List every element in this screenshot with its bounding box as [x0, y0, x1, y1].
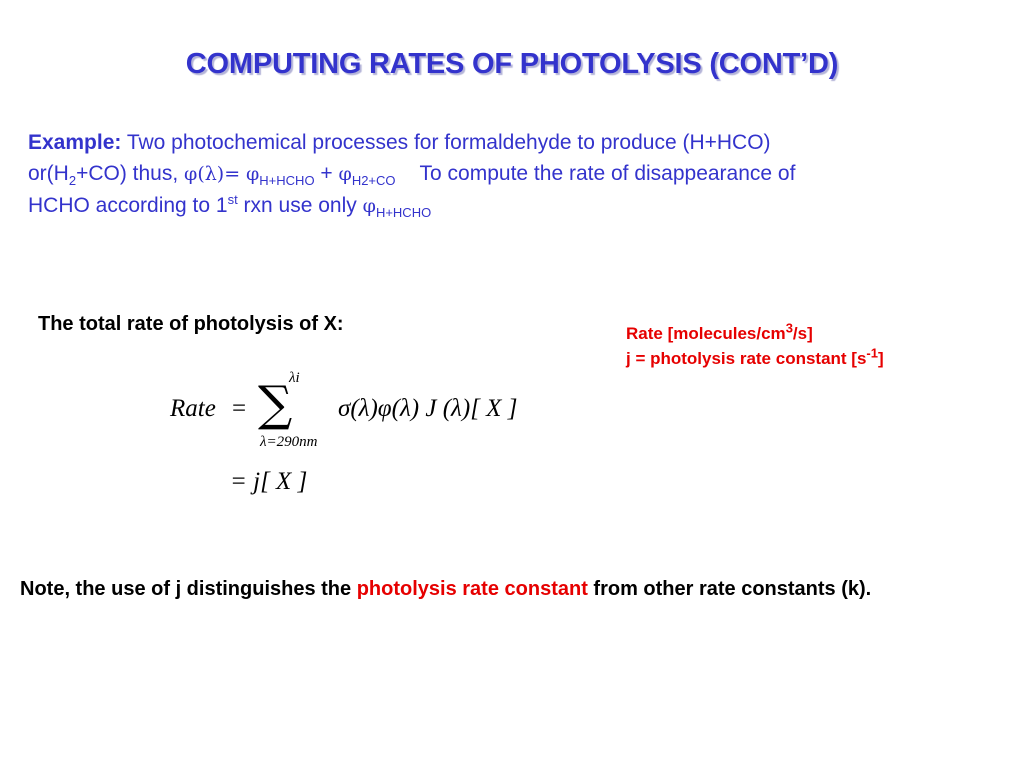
units-text: ] — [877, 349, 884, 368]
subscript: H+HCHO — [259, 173, 315, 189]
subscript: H+HCHO — [375, 205, 432, 221]
units-text: /s] — [792, 324, 813, 343]
lambda-expression: (λ)= — [197, 163, 241, 185]
total-rate-heading: The total rate of photolysis of X: — [38, 313, 344, 335]
note-paragraph — [20, 574, 980, 605]
superscript: st — [227, 192, 238, 207]
units-text: Rate [molecules/cm — [626, 324, 786, 343]
example-text: or(H — [28, 162, 69, 185]
superscript: -1 — [866, 345, 878, 361]
phi-symbol: φ — [245, 163, 260, 185]
rate-equation — [160, 362, 600, 502]
note-text: Note, the use of j distinguishes the — [20, 578, 357, 600]
sum-upper-limit: λi — [289, 370, 300, 386]
equation-svg — [160, 362, 600, 502]
subscript: 2 — [68, 173, 77, 189]
equation-lhs: Rate — [170, 395, 216, 422]
units-text: j = photolysis rate constant [s — [626, 349, 867, 368]
example-line-2 — [28, 158, 988, 190]
summand: σ(λ)φ(λ) J (λ)[ X ] — [338, 395, 518, 422]
equation-line-2: = j[ X ] — [230, 468, 308, 495]
example-label: Example: — [28, 131, 122, 154]
example-text: +CO) thus, — [76, 162, 185, 185]
units-definitions — [626, 321, 884, 371]
sum-lower-limit: λ=290nm — [260, 434, 318, 450]
note-highlight: photolysis rate constant — [356, 578, 588, 600]
superscript: 3 — [785, 320, 793, 336]
phi-symbol: φ — [338, 163, 352, 185]
example-line1-text: Two photochemical processes for formaldehyde to produce (H+HCO) — [121, 131, 771, 154]
phi-symbol: φ — [362, 195, 376, 217]
example-line-1 — [28, 127, 988, 158]
example-text: To compute the rate of disappearance of — [419, 162, 796, 185]
rate-units-line — [626, 321, 884, 346]
subscript: H2+CO — [351, 173, 396, 189]
slide-title: COMPUTING RATES OF PHOTOLYSIS (CONT’D) — [185, 48, 839, 80]
phi-symbol: φ — [184, 163, 198, 185]
summation-sign: ∑ — [258, 376, 293, 432]
example-text: HCHO according to 1 — [28, 194, 228, 217]
note-text: from other rate constants (k). — [587, 578, 872, 600]
example-text: rxn use only — [237, 194, 363, 217]
example-paragraph — [28, 127, 988, 222]
plus-sign: + — [314, 162, 339, 185]
j-definition-line — [626, 346, 884, 371]
equals-sign: = — [232, 395, 247, 422]
example-line-3 — [28, 190, 988, 222]
